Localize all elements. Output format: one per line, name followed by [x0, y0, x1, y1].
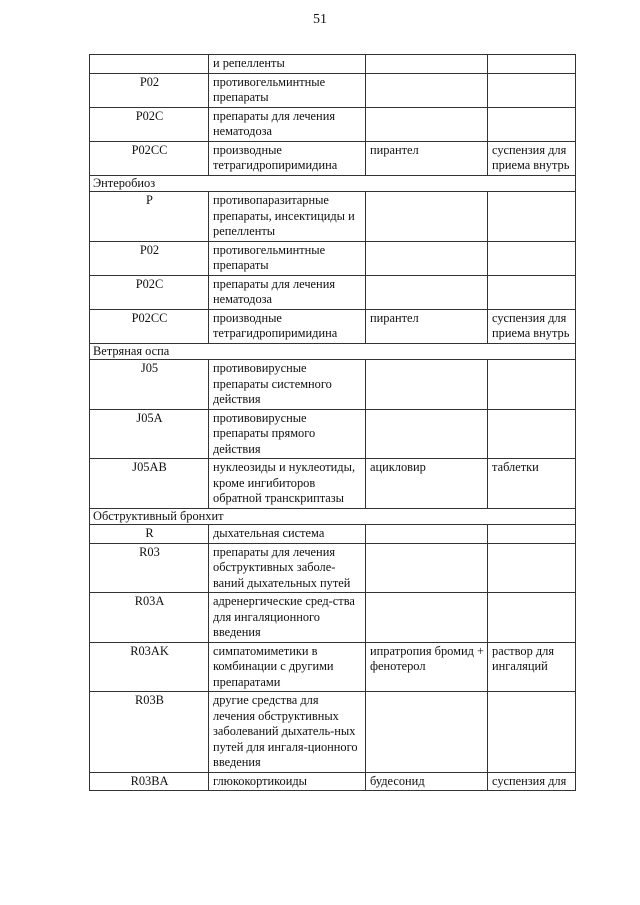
- table-row: [90, 73, 576, 107]
- atc-code-cell: J05A: [90, 409, 209, 459]
- drug-name-cell: [366, 409, 488, 459]
- drug-table-body: [90, 55, 576, 791]
- description-cell: производные тетрагидропиримидина: [209, 309, 366, 343]
- drug-name-cell: [366, 275, 488, 309]
- dosage-form-cell: таблетки: [488, 459, 576, 509]
- atc-code-cell: P02CC: [90, 309, 209, 343]
- atc-code-cell: R03BA: [90, 772, 209, 791]
- table-row: [90, 192, 576, 242]
- description-cell: симпатомиметики в комбинации с другими препаратами: [209, 642, 366, 692]
- description-cell: противопаразитарные препараты, инсектициды и репелленты: [209, 192, 366, 242]
- description-cell: нуклеозиды и нуклеотиды, кроме ингибиторов обратной транскриптазы: [209, 459, 366, 509]
- dosage-form-cell: [488, 692, 576, 773]
- table-row: [90, 141, 576, 175]
- dosage-form-cell: [488, 241, 576, 275]
- atc-code-cell: R03A: [90, 593, 209, 643]
- table-row: [90, 409, 576, 459]
- dosage-form-cell: суспензия для приема внутрь: [488, 309, 576, 343]
- drug-name-cell: [366, 241, 488, 275]
- table-row: [90, 309, 576, 343]
- dosage-form-cell: [488, 73, 576, 107]
- table-row: [90, 525, 576, 544]
- drug-name-cell: пирантел: [366, 309, 488, 343]
- dosage-form-cell: [488, 593, 576, 643]
- page-number: 51: [313, 12, 327, 27]
- atc-code-cell: R03B: [90, 692, 209, 773]
- drug-name-cell: пирантел: [366, 141, 488, 175]
- drug-name-cell: [366, 593, 488, 643]
- drug-name-cell: [366, 692, 488, 773]
- atc-code-cell: R03AK: [90, 642, 209, 692]
- section-header-row: [90, 343, 576, 360]
- description-cell: противогельминтные препараты: [209, 241, 366, 275]
- description-cell: препараты для лечения обструктивных заболе-ваний дыхательных путей: [209, 543, 366, 593]
- dosage-form-cell: [488, 360, 576, 410]
- drug-name-cell: [366, 192, 488, 242]
- drug-name-cell: [366, 73, 488, 107]
- atc-code-cell: R: [90, 525, 209, 544]
- section-header-row: [90, 175, 576, 192]
- description-cell: глюкокортикоиды: [209, 772, 366, 791]
- atc-code-cell: P02: [90, 73, 209, 107]
- table-row: [90, 107, 576, 141]
- atc-code-cell: P02: [90, 241, 209, 275]
- table-row: [90, 241, 576, 275]
- table-row: [90, 543, 576, 593]
- dosage-form-cell: [488, 107, 576, 141]
- drug-name-cell: будесонид: [366, 772, 488, 791]
- dosage-form-cell: [488, 409, 576, 459]
- dosage-form-cell: [488, 275, 576, 309]
- table-row: [90, 360, 576, 410]
- table-row: [90, 593, 576, 643]
- section-title: Энтеробиоз: [90, 175, 576, 192]
- atc-code-cell: P: [90, 192, 209, 242]
- drug-name-cell: ацикловир: [366, 459, 488, 509]
- dosage-form-cell: [488, 55, 576, 74]
- description-cell: другие средства для лечения обструктивных заболеваний дыхатель-ных путей для ингаля-ционного введения: [209, 692, 366, 773]
- dosage-form-cell: суспензия для: [488, 772, 576, 791]
- description-cell: противовирусные препараты прямого действия: [209, 409, 366, 459]
- drug-name-cell: ипратропия бромид + фенотерол: [366, 642, 488, 692]
- dosage-form-cell: [488, 525, 576, 544]
- atc-code-cell: J05AB: [90, 459, 209, 509]
- drug-table: [89, 54, 576, 791]
- atc-code-cell: [90, 55, 209, 74]
- table-row: [90, 55, 576, 74]
- dosage-form-cell: [488, 543, 576, 593]
- section-header-row: [90, 508, 576, 525]
- atc-code-cell: P02CC: [90, 141, 209, 175]
- description-cell: противогельминтные препараты: [209, 73, 366, 107]
- atc-code-cell: P02C: [90, 107, 209, 141]
- drug-name-cell: [366, 55, 488, 74]
- description-cell: дыхательная система: [209, 525, 366, 544]
- dosage-form-cell: раствор для ингаляций: [488, 642, 576, 692]
- drug-name-cell: [366, 525, 488, 544]
- table-row: [90, 459, 576, 509]
- section-title: Ветряная оспа: [90, 343, 576, 360]
- dosage-form-cell: [488, 192, 576, 242]
- atc-code-cell: R03: [90, 543, 209, 593]
- description-cell: и репелленты: [209, 55, 366, 74]
- table-row: [90, 642, 576, 692]
- description-cell: производные тетрагидропиримидина: [209, 141, 366, 175]
- table-row: [90, 692, 576, 773]
- atc-code-cell: J05: [90, 360, 209, 410]
- description-cell: адренергические сред-ства для ингаляционного введения: [209, 593, 366, 643]
- drug-name-cell: [366, 543, 488, 593]
- description-cell: препараты для лечения нематодоза: [209, 275, 366, 309]
- table-row: [90, 772, 576, 791]
- drug-name-cell: [366, 107, 488, 141]
- atc-code-cell: P02C: [90, 275, 209, 309]
- drug-name-cell: [366, 360, 488, 410]
- table-row: [90, 275, 576, 309]
- description-cell: препараты для лечения нематодоза: [209, 107, 366, 141]
- section-title: Обструктивный бронхит: [90, 508, 576, 525]
- dosage-form-cell: суспензия для приема внутрь: [488, 141, 576, 175]
- description-cell: противовирусные препараты системного действия: [209, 360, 366, 410]
